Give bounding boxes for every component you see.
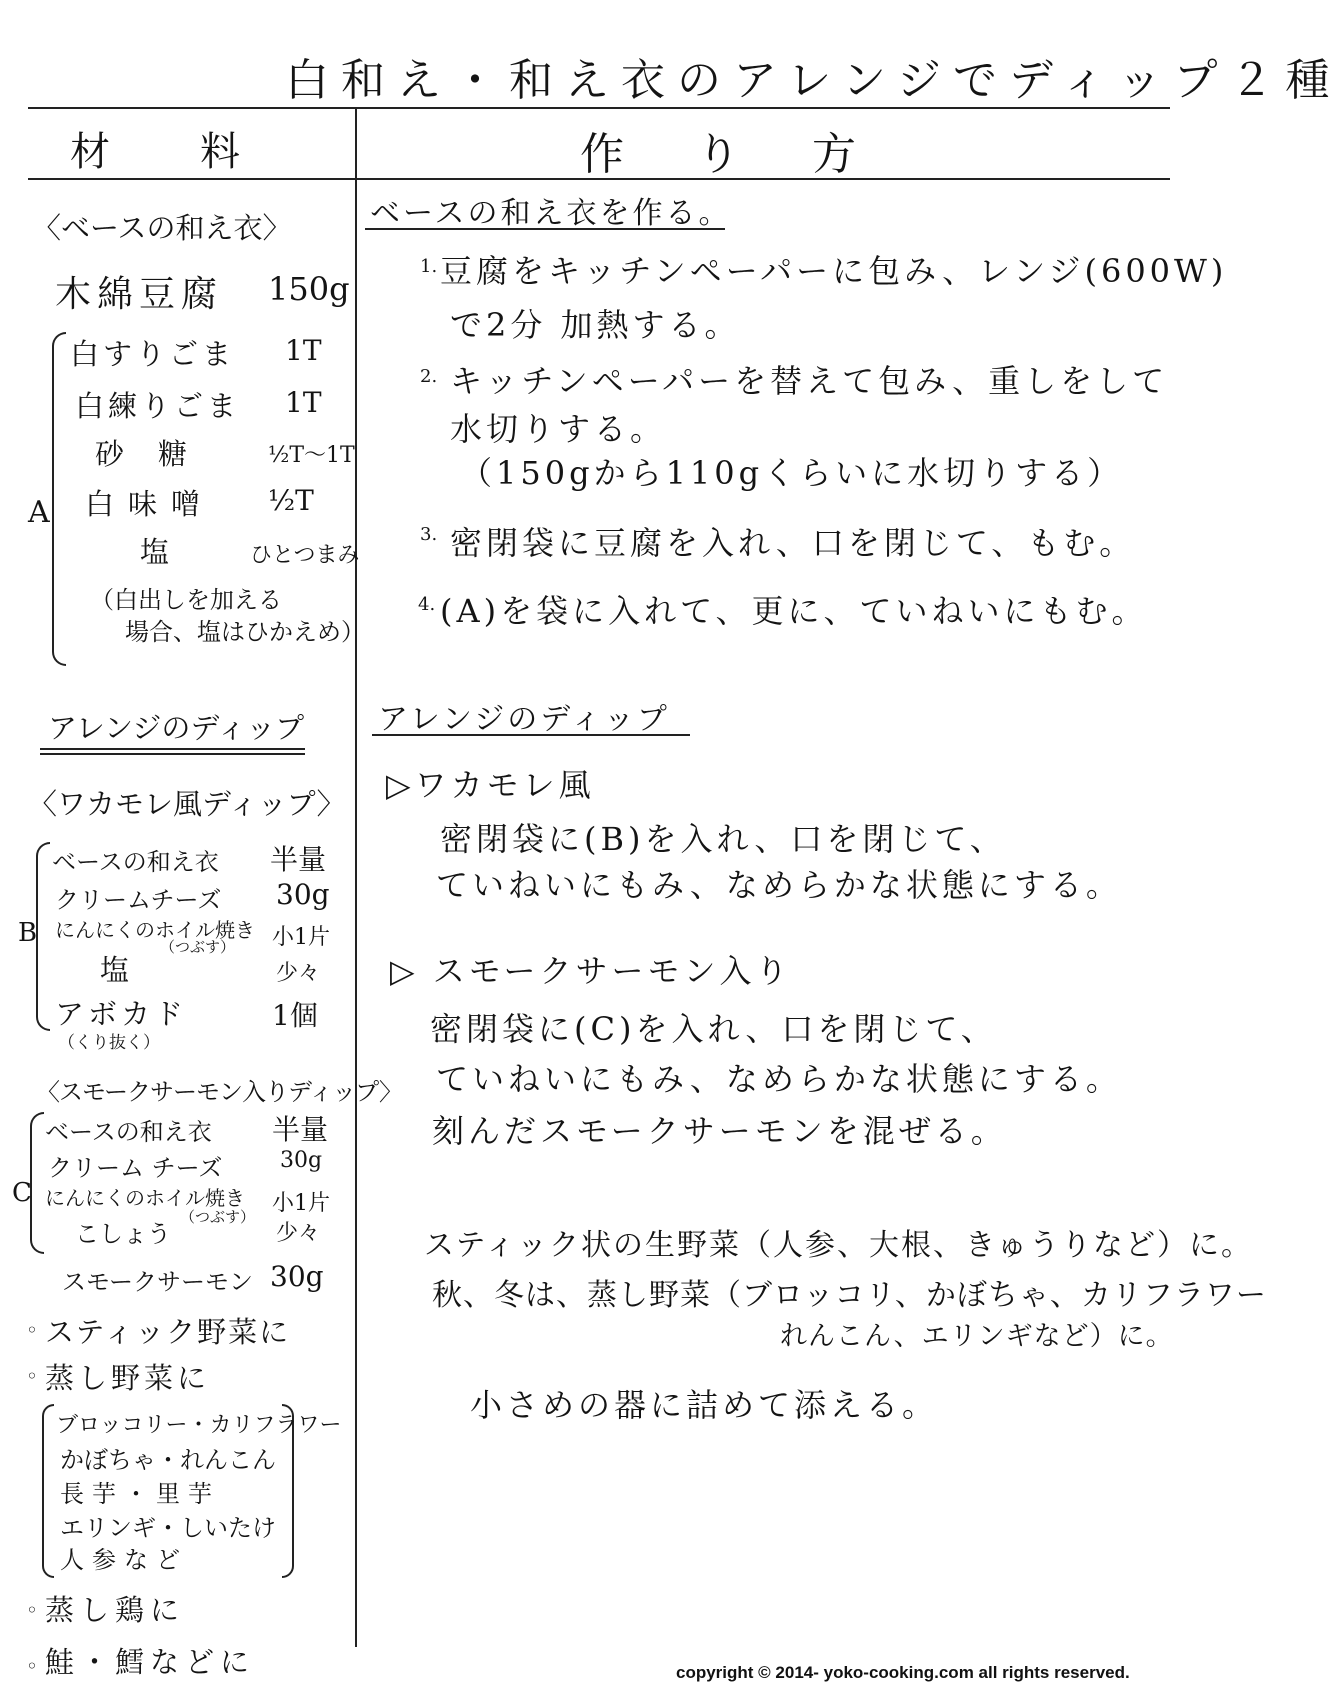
ingredient-amount: 150g [268, 270, 350, 308]
ingredient-amount: 少々 [276, 961, 321, 986]
ingredient-note: （くり抜く） [58, 1033, 160, 1053]
copyright-notice: copyright © 2014- yoko-cooking.com all rights reserved. [676, 1663, 1130, 1682]
ingredient-name: 白練りごま [75, 389, 241, 423]
base-heading: ベースの和え衣を作る。 [370, 196, 732, 231]
ingredient-name: 塩 [100, 953, 130, 987]
header-top-rule [28, 107, 1170, 109]
ingredient-name: クリームチーズ [55, 886, 222, 914]
ingredient-name: 白すりごま [70, 337, 236, 371]
method-line: ていねいにもみ、なめらかな状態にする。 [436, 866, 1122, 904]
use-item: 蒸し鶏に [45, 1593, 186, 1627]
column-divider [355, 107, 357, 1647]
ingredient-name: こしょう [75, 1220, 171, 1248]
group-a-brace [52, 332, 66, 666]
materials-header: 材料 [70, 129, 330, 175]
bullet-icon: ◦ [26, 1654, 38, 1678]
base-title: 〈ベースの和え衣〉 [32, 211, 292, 245]
step-line: （150gから110gくらいに水切りする） [460, 454, 1124, 492]
ingredient-note: （つぶす） [160, 938, 236, 956]
ingredient-name: にんにくのホイル焼き [45, 1186, 245, 1210]
use-item: 鮭・鱈などに [45, 1645, 256, 1679]
step-line: キッチンペーパーを替えて包み、重しをして [450, 362, 1169, 400]
use-item: スティック野菜に [45, 1315, 291, 1349]
ingredient-name: 塩 [140, 535, 170, 569]
ingredient-amount: ひとつまみ [250, 543, 360, 568]
step-line: (A)を袋に入れて、更に、ていねいにもむ。 [440, 592, 1148, 630]
steam-veg-item: 長芋・里芋 [60, 1480, 220, 1508]
ingredient-name: ベースの和え衣 [45, 1118, 212, 1146]
arrange-title-underline [40, 748, 305, 755]
step-number: 2. [420, 366, 438, 387]
ingredient-amount: 小1片 [272, 1191, 330, 1216]
serving-line: 秋、冬は、蒸し野菜（ブロッコリ、かぼちゃ、カリフラワー [432, 1278, 1267, 1313]
ingredient-amount: 小1片 [272, 925, 330, 950]
salmon-title: 〈スモークサーモン入りディップ〉 [36, 1078, 402, 1106]
ingredient-amount: ½T〜1T [268, 443, 355, 468]
guac-title: 〈ワカモレ風ディップ〉 [28, 787, 346, 821]
serving-line: れんこん、エリンギなど）に。 [780, 1321, 1174, 1352]
ingredient-name: アボカド [55, 997, 188, 1031]
method-line: 密閉袋に(B)を入れ、口を閉じて、 [440, 820, 1006, 858]
method-line: 密閉袋に(C)を入れ、口を閉じて、 [430, 1010, 997, 1048]
ingredient-amount: 1T [285, 386, 322, 419]
arrange-heading-underline [372, 734, 690, 736]
group-b-label: B [18, 918, 38, 948]
group-b-brace [36, 842, 50, 1031]
method-line: 刻んだスモークサーモンを混ぜる。 [432, 1112, 1007, 1150]
ingredient-name: 木綿豆腐 [55, 274, 224, 315]
ingredient-amount: 30g [270, 1260, 324, 1293]
steam-veg-item: エリンギ・しいたけ [60, 1514, 276, 1542]
serving-line: スティック状の生野菜（人参、大根、きゅうりなど）に。 [424, 1228, 1253, 1263]
ingredient-amount: ½T [268, 484, 314, 517]
ingredient-name: にんにくのホイル焼き [55, 918, 255, 942]
group-c-brace [30, 1112, 44, 1254]
arrange-title: アレンジのディップ [48, 711, 305, 745]
step-number: 1. [420, 256, 438, 277]
ingredient-amount: 1T [285, 334, 322, 367]
bullet-icon: ◦ [26, 1598, 38, 1622]
group-a-label: A [28, 495, 50, 530]
ingredient-name: 白味噌 [85, 487, 215, 521]
steam-veg-item: 人参など [60, 1546, 188, 1574]
step-line: 豆腐をキッチンペーパーに包み、レンジ(600W) [440, 252, 1228, 290]
ingredient-amount: 半量 [270, 843, 327, 876]
group-a-note: （白出しを加える [90, 586, 282, 614]
serving-line: 小さめの器に詰めて添える。 [470, 1386, 939, 1424]
ingredient-name: 砂糖 [95, 437, 222, 471]
steam-veg-item: ブロッコリー・カリフラワー [56, 1413, 342, 1438]
method-header: 作り方 [580, 129, 928, 180]
ingredient-amount: 少々 [276, 1221, 321, 1246]
step-line: 水切りする。 [450, 410, 667, 448]
ingredient-name: クリーム チーズ [48, 1154, 223, 1182]
salmon-method-title: ▷ スモークサーモン入り [390, 952, 792, 990]
guac-method-title: ▷ワカモレ風 [386, 766, 595, 804]
ingredient-name: ベースの和え衣 [52, 848, 219, 876]
group-c-label: C [12, 1178, 32, 1208]
ingredient-name: スモークサーモン [62, 1268, 254, 1296]
use-item: 蒸し野菜に [45, 1361, 211, 1395]
method-line: ていねいにもみ、なめらかな状態にする。 [436, 1060, 1122, 1098]
recipe-title: 白和え・和え衣のアレンジでディップ２種 [285, 55, 1342, 106]
ingredient-amount: 30g [280, 1148, 323, 1173]
steam-veg-left-bracket [42, 1404, 54, 1578]
ingredient-amount: 1個 [272, 999, 318, 1032]
bullet-icon: ◦ [26, 1318, 38, 1342]
arrange-heading: アレンジのディップ [378, 702, 670, 737]
step-number: 4. [418, 594, 436, 615]
step-line: で2分 加熱する。 [450, 306, 741, 344]
ingredient-amount: 半量 [272, 1113, 329, 1146]
bullet-icon: ◦ [26, 1364, 38, 1388]
steam-veg-item: かぼちゃ・れんこん [60, 1446, 276, 1474]
ingredient-amount: 30g [276, 878, 330, 911]
ingredient-note: （つぶす） [180, 1208, 256, 1226]
base-heading-underline [365, 228, 725, 230]
group-a-note: 場合、塩はひかえめ） [125, 618, 365, 646]
step-number: 3. [420, 524, 438, 545]
step-line: 密閉袋に豆腐を入れ、口を閉じて、もむ。 [450, 524, 1136, 562]
